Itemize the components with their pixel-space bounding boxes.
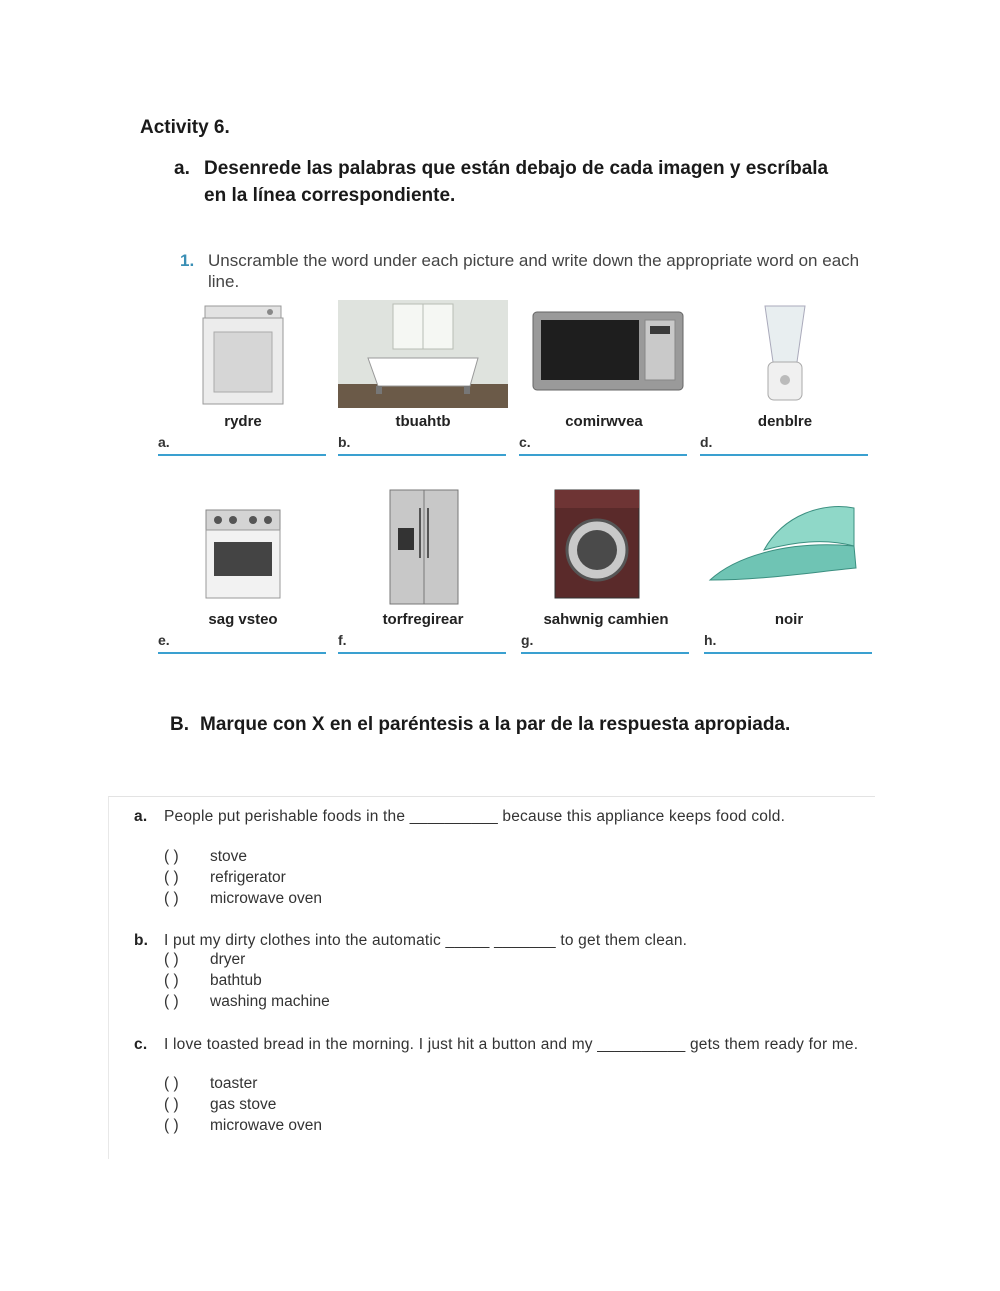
bathtub-icon bbox=[338, 300, 508, 408]
option-label: gas stove bbox=[210, 1096, 277, 1113]
section-a-text: Desenrede las palabras que están debajo de cada imagen y escríbala en la línea correspondiente. bbox=[204, 158, 829, 206]
answer-letter: g. bbox=[521, 632, 534, 648]
answer-letter: c. bbox=[519, 434, 531, 450]
microwave-icon bbox=[519, 300, 689, 408]
dryer-icon bbox=[158, 300, 328, 408]
section-a-letter: a. bbox=[174, 158, 190, 179]
picture-card-c bbox=[519, 300, 689, 480]
answer-line[interactable] bbox=[700, 454, 868, 456]
question-text: People put perishable foods in the __________ because this appliance keeps food cold. bbox=[164, 808, 786, 825]
picture-card-d bbox=[700, 300, 870, 480]
answer-line[interactable] bbox=[519, 454, 687, 456]
gas-stove-icon bbox=[158, 498, 328, 606]
refrigerator-icon bbox=[338, 488, 508, 606]
exercise-number: 1. bbox=[180, 251, 195, 270]
checkbox-paren[interactable]: ( ) bbox=[164, 951, 179, 968]
answer-line[interactable] bbox=[158, 652, 326, 654]
exercise-instruction bbox=[180, 250, 880, 294]
picture-card-a bbox=[158, 300, 328, 480]
question-c bbox=[134, 1034, 874, 1078]
answer-line[interactable] bbox=[338, 652, 506, 654]
scrambled-word: noir bbox=[774, 611, 804, 628]
activity-title: Activity 6. bbox=[140, 117, 230, 138]
checkbox-paren[interactable]: ( ) bbox=[164, 848, 179, 865]
answer-letter: d. bbox=[700, 434, 713, 450]
question-letter: b. bbox=[134, 932, 149, 949]
blender-icon bbox=[700, 300, 870, 408]
washing-machine-icon bbox=[521, 488, 691, 606]
checkbox-paren[interactable]: ( ) bbox=[164, 1117, 179, 1134]
checkbox-paren[interactable]: ( ) bbox=[164, 890, 179, 907]
question-text: I put my dirty clothes into the automatic _____ _______ to get them clean. bbox=[164, 932, 688, 949]
exercise-text: Unscramble the word under each picture and write down the appropriate word on each line. bbox=[208, 251, 860, 291]
question-text: I love toasted bread in the morning. I just hit a button and my __________ gets them ready for me. bbox=[164, 1036, 859, 1053]
scrambled-word: tbuahtb bbox=[395, 413, 451, 430]
picture-card-g bbox=[521, 488, 691, 668]
picture-card-e bbox=[158, 498, 328, 678]
question-letter: c. bbox=[134, 1036, 148, 1053]
question-a bbox=[134, 806, 874, 850]
answer-letter: f. bbox=[338, 632, 347, 648]
option-label: stove bbox=[210, 848, 248, 865]
scrambled-word: denblre bbox=[757, 413, 813, 430]
scrambled-word: rydre bbox=[224, 413, 262, 430]
section-a-heading bbox=[174, 155, 854, 211]
option-label: dryer bbox=[210, 951, 246, 968]
option-label: refrigerator bbox=[210, 869, 286, 886]
option-label: bathtub bbox=[210, 972, 262, 989]
scrambled-word: comirwvea bbox=[565, 413, 643, 430]
section-b-text: Marque con X en el paréntesis a la par de la respuesta apropiada. bbox=[200, 714, 791, 735]
checkbox-paren[interactable]: ( ) bbox=[164, 993, 179, 1010]
checkbox-paren[interactable]: ( ) bbox=[164, 972, 179, 989]
scrambled-word: sag vsteo bbox=[208, 611, 278, 628]
scrambled-word: sahwnig camhien bbox=[543, 611, 669, 628]
answer-letter: h. bbox=[704, 632, 717, 648]
iron-icon bbox=[704, 488, 874, 606]
option-label: microwave oven bbox=[210, 890, 322, 907]
answer-letter: a. bbox=[158, 434, 170, 450]
section-b-heading bbox=[170, 711, 850, 767]
picture-card-h bbox=[704, 488, 874, 668]
option-label: toaster bbox=[210, 1075, 258, 1092]
checkbox-paren[interactable]: ( ) bbox=[164, 1096, 179, 1113]
section-b-letter: B. bbox=[170, 714, 189, 735]
answer-letter: e. bbox=[158, 632, 170, 648]
checkbox-paren[interactable]: ( ) bbox=[164, 869, 179, 886]
question-letter: a. bbox=[134, 808, 148, 825]
scrambled-word: torfregirear bbox=[382, 611, 464, 628]
answer-line[interactable] bbox=[521, 652, 689, 654]
option-label: washing machine bbox=[210, 993, 330, 1010]
option-label: microwave oven bbox=[210, 1117, 322, 1134]
picture-card-b bbox=[338, 300, 508, 480]
answer-line[interactable] bbox=[338, 454, 506, 456]
picture-card-f bbox=[338, 488, 508, 668]
answer-line[interactable] bbox=[158, 454, 326, 456]
answer-line[interactable] bbox=[704, 652, 872, 654]
answer-letter: b. bbox=[338, 434, 351, 450]
checkbox-paren[interactable]: ( ) bbox=[164, 1075, 179, 1092]
